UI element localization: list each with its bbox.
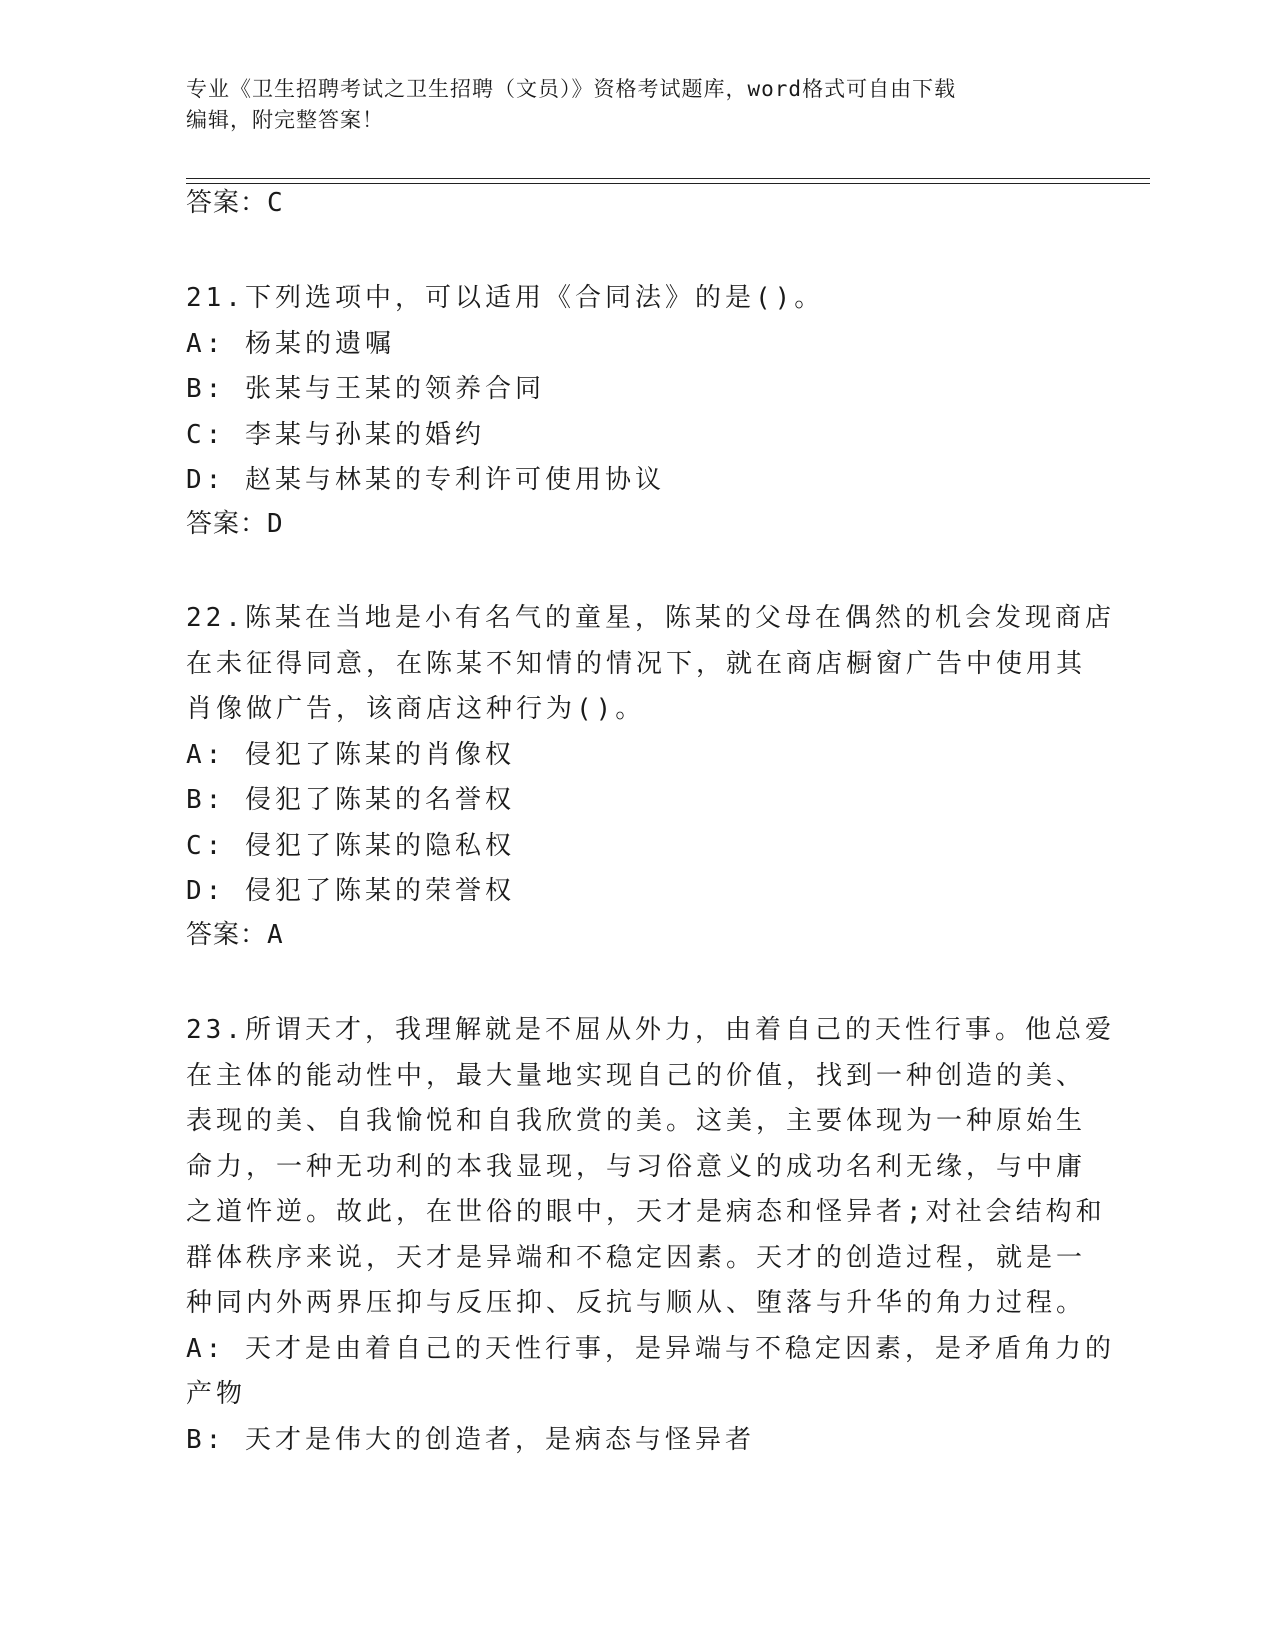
question-21 [186, 276, 1076, 504]
question-stem-line: 23.所谓天才，我理解就是不屈从外力，由着自己的天性行事。他总爱 [186, 1015, 1115, 1045]
answer-value: D [267, 509, 284, 539]
document-header [186, 74, 1066, 136]
answer-line [186, 184, 284, 222]
option-a: A: 侵犯了陈某的肖像权 [186, 739, 515, 770]
question-stem-line: 群体秩序来说，天才是异端和不稳定因素。天才的创造过程，就是一 [186, 1242, 1087, 1273]
question-stem-line: 21.下列选项中，可以适用《合同法》的是()。 [186, 283, 825, 313]
question-stem-line: 表现的美、自我愉悦和自我欣赏的美。这美，主要体现为一种原始生 [186, 1106, 1087, 1136]
answer-label: 答案： [186, 509, 268, 539]
option-d: D: 侵犯了陈某的荣誉权 [186, 876, 515, 906]
question-stem-line: 之道忤逆。故此，在世俗的眼中，天才是病态和怪异者;对社会结构和 [186, 1197, 1106, 1227]
option-d: D: 赵某与林某的专利许可使用协议 [186, 465, 665, 495]
answer-value: A [267, 920, 284, 950]
option-c: C: 李某与孙某的婚约 [186, 419, 485, 450]
header-title-line-2: 编辑，附完整答案！ [186, 108, 384, 132]
option-c: C: 侵犯了陈某的隐私权 [186, 830, 515, 861]
answer-label: 答案： [186, 920, 268, 950]
question-22 [186, 596, 1115, 915]
question-stem-line: 在主体的能动性中，最大量地实现自己的价值，找到一种创造的美、 [186, 1060, 1087, 1091]
answer-value: C [267, 188, 284, 218]
answer-line [186, 916, 284, 954]
header-rule-bottom [186, 183, 1150, 184]
header-rule-top [186, 178, 1150, 179]
option-b: B: 侵犯了陈某的名誉权 [186, 785, 515, 815]
question-stem-line: 肖像做广告，该商店这种行为()。 [186, 694, 646, 724]
question-stem-line: 在未征得同意，在陈某不知情的情况下，就在商店橱窗广告中使用其 [186, 648, 1087, 679]
question-stem-line: 种同内外两界压抑与反压抑、反抗与顺从、堕落与升华的角力过程。 [186, 1288, 1087, 1318]
header-title-line-1: 专业《卫生招聘考试之卫生招聘（文员）》资格考试题库，word格式可自由下载 [186, 77, 957, 101]
option-b: B: 天才是伟大的创造者，是病态与怪异者 [186, 1424, 755, 1455]
question-stem-line: 命力，一种无功利的本我显现，与习俗意义的成功名利无缘，与中庸 [186, 1151, 1087, 1182]
option-a: A: 杨某的遗嘱 [186, 328, 395, 359]
option-a-continuation: 产物 [186, 1379, 247, 1409]
question-stem-line: 22.陈某在当地是小有名气的童星，陈某的父母在偶然的机会发现商店 [186, 603, 1115, 633]
option-b: B: 张某与王某的领养合同 [186, 374, 545, 404]
question-23 [186, 1008, 1115, 1463]
answer-label: 答案： [186, 188, 268, 218]
option-a: A: 天才是由着自己的天性行事，是异端与不稳定因素，是矛盾角力的 [186, 1333, 1115, 1364]
answer-line [186, 505, 284, 543]
